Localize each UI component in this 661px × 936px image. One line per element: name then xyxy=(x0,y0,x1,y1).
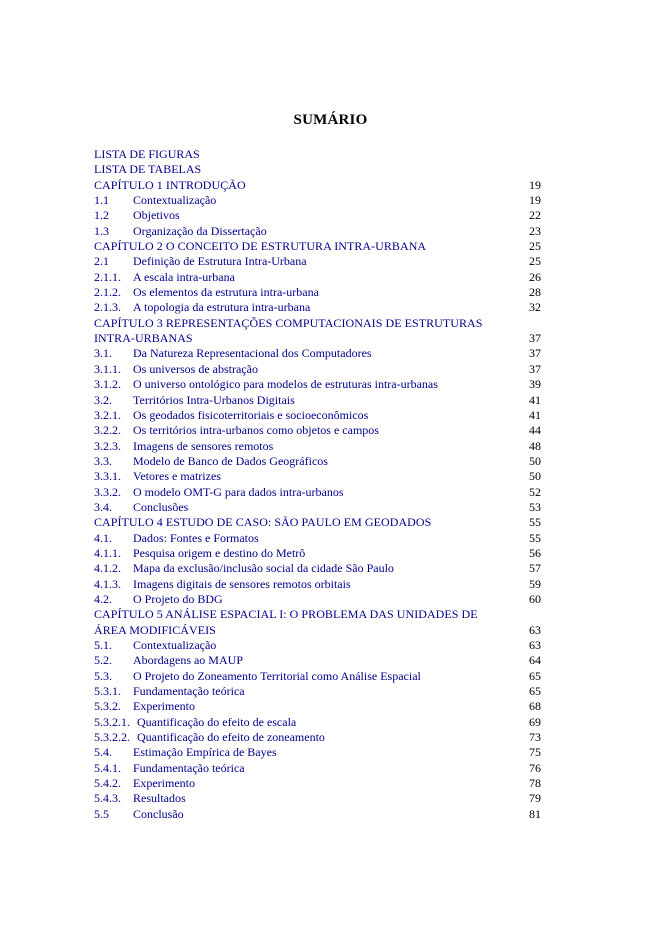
toc-entry[interactable] xyxy=(94,669,541,684)
toc-entry-page: 59 xyxy=(529,576,541,591)
toc-entry[interactable] xyxy=(94,377,541,392)
toc-entry-number: 5.4.3. xyxy=(94,791,121,806)
toc-entry[interactable] xyxy=(94,515,541,530)
toc-entry-number: 2.1.1. xyxy=(94,269,121,284)
toc-entry-page: 32 xyxy=(529,300,541,315)
toc-entry-number: 3.1.2. xyxy=(94,377,121,392)
toc-entry-page: 78 xyxy=(529,776,541,791)
toc-entry[interactable] xyxy=(94,193,541,208)
toc-entry-page: 25 xyxy=(529,239,541,254)
page-title: SUMÁRIO xyxy=(293,112,368,128)
toc-entry-page: 73 xyxy=(529,730,541,745)
toc-entry-number: 5.5 xyxy=(94,806,109,821)
toc-entry-title[interactable]: CAPÍTULO 1 INTRODUÇÃO xyxy=(94,177,246,192)
toc-entry-page: 53 xyxy=(529,499,541,514)
toc-entry-number: 5.3.1. xyxy=(94,684,121,699)
toc-entry-title[interactable]: Os elementos da estrutura intra-urbana xyxy=(133,285,319,300)
toc-entry[interactable] xyxy=(94,423,541,438)
toc-entry-title[interactable]: Imagens de sensores remotos xyxy=(133,438,274,453)
toc-entry-title[interactable]: O modelo OMT-G para dados intra-urbanos xyxy=(133,484,344,499)
toc-entry-title[interactable]: Quantificação do efeito de escala xyxy=(137,714,297,729)
toc-entry-number: 5.4. xyxy=(94,745,112,760)
toc-entry-title[interactable]: CAPÍTULO 5 ANÁLISE ESPACIAL I: O PROBLEMA DAS UNIDADES DE xyxy=(94,607,478,622)
toc-entry[interactable] xyxy=(94,653,541,668)
toc-entry-number: 3.1.1. xyxy=(94,361,121,376)
toc-entry-title[interactable]: Mapa da exclusão/inclusão social da cidade São Paulo xyxy=(133,561,394,576)
toc-entry[interactable] xyxy=(94,577,541,592)
toc-entry-page: 52 xyxy=(529,484,541,499)
toc-entry-title[interactable]: Definição de Estrutura Intra-Urbana xyxy=(133,254,307,269)
toc-entry-number: 3.4. xyxy=(94,499,112,514)
toc-entry-title[interactable]: Contextualização xyxy=(133,638,217,652)
toc-entry-page: 26 xyxy=(529,269,541,284)
toc-entry-page: 69 xyxy=(529,714,541,729)
toc-entry-number: 3.3.2. xyxy=(94,484,121,499)
toc-entry[interactable] xyxy=(94,316,541,331)
toc-entry-title[interactable]: A escala intra-urbana xyxy=(133,269,235,284)
toc-entry-title[interactable]: Quantificação do efeito de zoneamento xyxy=(137,730,325,745)
toc-entry-title[interactable]: Estimação Empírica de Bayes xyxy=(133,745,277,760)
toc-entry[interactable] xyxy=(94,346,541,361)
toc-entry-title[interactable]: Territórios Intra-Urbanos Digitais xyxy=(133,392,295,407)
toc-entry-page: 48 xyxy=(529,438,541,453)
toc-entry-number: 3.2.3. xyxy=(94,438,121,453)
toc-entry-number: 3.2.2. xyxy=(94,423,121,438)
toc-entry-number: 1.1 xyxy=(94,193,109,208)
toc-entry[interactable] xyxy=(94,592,541,607)
toc-entry-title[interactable]: Fundamentação teórica xyxy=(133,684,245,699)
toc-entry[interactable] xyxy=(94,285,541,300)
toc-entry[interactable] xyxy=(94,607,541,622)
toc-entry[interactable] xyxy=(94,776,541,791)
toc-entry-page: 55 xyxy=(529,515,541,530)
toc-entry[interactable] xyxy=(94,224,541,239)
toc-entry-page: 41 xyxy=(529,407,541,422)
toc-entry[interactable] xyxy=(94,408,541,423)
toc-entry-number: 5.3.2.2. xyxy=(94,730,130,745)
toc-entry-page: 44 xyxy=(529,423,541,438)
toc-entry[interactable] xyxy=(94,807,541,822)
toc-entry-title[interactable]: ÁREA MODIFICÁVEIS xyxy=(94,622,216,637)
toc-entry-number: 1.3 xyxy=(94,223,109,238)
toc-entry-page: 76 xyxy=(529,760,541,775)
toc-entry[interactable] xyxy=(94,393,541,408)
toc-entry-title[interactable]: Vetores e matrizes xyxy=(133,469,221,484)
toc-entry-number: 5.4.2. xyxy=(94,776,121,791)
toc-entry-page: 63 xyxy=(529,638,541,652)
toc-entry[interactable] xyxy=(94,208,541,223)
toc-entry-title[interactable]: Experimento xyxy=(133,776,195,791)
toc-entry-page: 28 xyxy=(529,285,541,300)
toc-entry[interactable] xyxy=(94,454,541,469)
toc-entry-number: 2.1 xyxy=(94,254,109,269)
toc-entry-page: 57 xyxy=(529,561,541,576)
toc-entry-title[interactable]: Modelo de Banco de Dados Geográficos xyxy=(133,453,328,468)
toc-entry-page: 25 xyxy=(529,254,541,269)
toc-entry-title[interactable]: O universo ontológico para modelos de estruturas intra-urbanas xyxy=(133,377,438,392)
toc-entry-number: 5.3.2.1. xyxy=(94,714,130,729)
toc-entry-page: 39 xyxy=(529,377,541,392)
toc-entry-number: 3.2. xyxy=(94,392,112,407)
toc-entry-title[interactable]: Os universos de abstração xyxy=(133,361,258,376)
toc-entry[interactable] xyxy=(94,730,541,745)
toc-entry[interactable] xyxy=(94,485,541,500)
toc-entry-number: 5.3. xyxy=(94,668,112,683)
toc-entry-page: 22 xyxy=(529,208,541,223)
toc-entry-title[interactable]: Contextualização xyxy=(133,193,217,208)
toc-entry-number: 3.3. xyxy=(94,453,112,468)
toc-entry[interactable] xyxy=(94,531,541,546)
toc-entry-number: 3.3.1. xyxy=(94,469,121,484)
toc-entry-page: 50 xyxy=(529,469,541,484)
toc-entry[interactable] xyxy=(94,362,541,377)
toc-entry-number: 3.1. xyxy=(94,346,112,361)
toc-entry[interactable] xyxy=(94,469,541,484)
toc-entry-page: 75 xyxy=(529,745,541,760)
toc-entry[interactable] xyxy=(94,638,541,653)
toc-entry[interactable] xyxy=(94,300,541,315)
toc-entry-page: 63 xyxy=(529,622,541,637)
toc-entry-number: 4.1.2. xyxy=(94,561,121,576)
toc-entry[interactable] xyxy=(94,254,541,269)
toc-entry-number: 4.1.3. xyxy=(94,576,121,591)
toc-entry-page: 37 xyxy=(529,361,541,376)
toc-entry-title[interactable]: CAPÍTULO 3 REPRESENTAÇÕES COMPUTACIONAIS DE ESTRUTURAS xyxy=(94,315,483,330)
toc-entry[interactable] xyxy=(94,561,541,576)
toc-entry-title[interactable]: Da Natureza Representacional dos Computadores xyxy=(133,346,372,361)
toc-entry-page: 56 xyxy=(529,545,541,560)
toc-entry[interactable] xyxy=(94,791,541,806)
toc-entry-number: 4.1. xyxy=(94,530,112,545)
toc-entry[interactable] xyxy=(94,239,541,254)
toc-entry-title[interactable]: Fundamentação teórica xyxy=(133,760,245,775)
toc-entry-number: 5.4.1. xyxy=(94,760,121,775)
toc-entry-number: 5.1. xyxy=(94,638,112,652)
toc-entry-number: 2.1.2. xyxy=(94,285,121,300)
toc-entry-title[interactable]: CAPÍTULO 4 ESTUDO DE CASO: SÃO PAULO EM GEODADOS xyxy=(94,515,432,530)
toc-entry-title[interactable]: Resultados xyxy=(133,791,186,806)
toc-entry-page: 41 xyxy=(529,392,541,407)
toc-entry-number: 5.3.2. xyxy=(94,699,121,714)
toc-entry[interactable] xyxy=(94,162,541,177)
toc-entry-title[interactable]: Conclusões xyxy=(133,499,189,514)
toc-entry-page: 50 xyxy=(529,453,541,468)
toc-entry[interactable] xyxy=(94,699,541,714)
toc-entry[interactable] xyxy=(94,439,541,454)
toc-entry-page: 68 xyxy=(529,699,541,714)
toc-entry[interactable] xyxy=(94,623,541,638)
toc-entry-page: 65 xyxy=(529,668,541,683)
toc-entry[interactable] xyxy=(94,745,541,760)
toc-entry[interactable] xyxy=(94,331,541,346)
toc-entry-number: 4.1.1. xyxy=(94,545,121,560)
toc-entry-title[interactable]: Experimento xyxy=(133,699,195,714)
toc-entry-page: 23 xyxy=(529,223,541,238)
toc-entry-title[interactable]: Imagens digitais de sensores remotos orbitais xyxy=(133,576,351,591)
toc-entry[interactable] xyxy=(94,147,541,162)
toc-entry-title[interactable]: Pesquisa origem e destino do Metrô xyxy=(133,545,306,560)
toc-entry-page: 37 xyxy=(529,331,541,346)
toc-entry-title[interactable]: O Projeto do BDG xyxy=(133,591,223,606)
toc-entry-number: 3.2.1. xyxy=(94,407,121,422)
toc-entry[interactable] xyxy=(94,761,541,776)
toc-entry-title[interactable]: Abordagens ao MAUP xyxy=(133,653,243,668)
toc-entry-page: 79 xyxy=(529,791,541,806)
toc-entry-page: 81 xyxy=(529,806,541,821)
toc-entry-title[interactable]: Os territórios intra-urbanos como objetos e campos xyxy=(133,423,379,438)
toc-entry[interactable] xyxy=(94,546,541,561)
toc-entry-title[interactable]: Conclusão xyxy=(133,806,184,821)
toc-entry-page: 60 xyxy=(529,591,541,606)
toc-entry-title[interactable]: INTRA-URBANAS xyxy=(94,331,193,346)
toc-entry-number: 1.2 xyxy=(94,208,109,223)
toc-entry-title[interactable]: O Projeto do Zoneamento Territorial como Análise Espacial xyxy=(133,668,421,683)
toc-entry[interactable] xyxy=(94,178,541,193)
toc-entry-title[interactable]: LISTA DE TABELAS xyxy=(94,162,202,177)
toc-entry-title[interactable]: CAPÍTULO 2 O CONCEITO DE ESTRUTURA INTRA-URBANA xyxy=(94,239,427,254)
toc-entry-page: 55 xyxy=(529,530,541,545)
toc-entry-title[interactable]: Dados: Fontes e Formatos xyxy=(133,530,259,545)
toc-entry[interactable] xyxy=(94,715,541,730)
toc-entry-title[interactable]: A topologia da estrutura intra-urbana xyxy=(133,300,311,315)
toc-entry-page: 19 xyxy=(529,193,541,208)
toc-entry-title[interactable]: Os geodados fisicoterritoriais e socioeconômicos xyxy=(133,407,369,422)
table-of-contents xyxy=(94,147,541,822)
toc-entry[interactable] xyxy=(94,500,541,515)
toc-entry-page: 65 xyxy=(529,684,541,699)
toc-entry[interactable] xyxy=(94,270,541,285)
toc-entry-page: 37 xyxy=(529,346,541,361)
toc-entry-number: 5.2. xyxy=(94,653,112,668)
toc-entry[interactable] xyxy=(94,684,541,699)
toc-entry-number: 2.1.3. xyxy=(94,300,121,315)
toc-entry-title[interactable]: LISTA DE FIGURAS xyxy=(94,147,200,161)
toc-entry-title[interactable]: Organização da Dissertação xyxy=(133,223,267,238)
toc-entry-title[interactable]: Objetivos xyxy=(133,208,180,223)
toc-entry-page: 19 xyxy=(529,177,541,192)
toc-entry-page: 64 xyxy=(529,653,541,668)
toc-entry-number: 4.2. xyxy=(94,591,112,606)
